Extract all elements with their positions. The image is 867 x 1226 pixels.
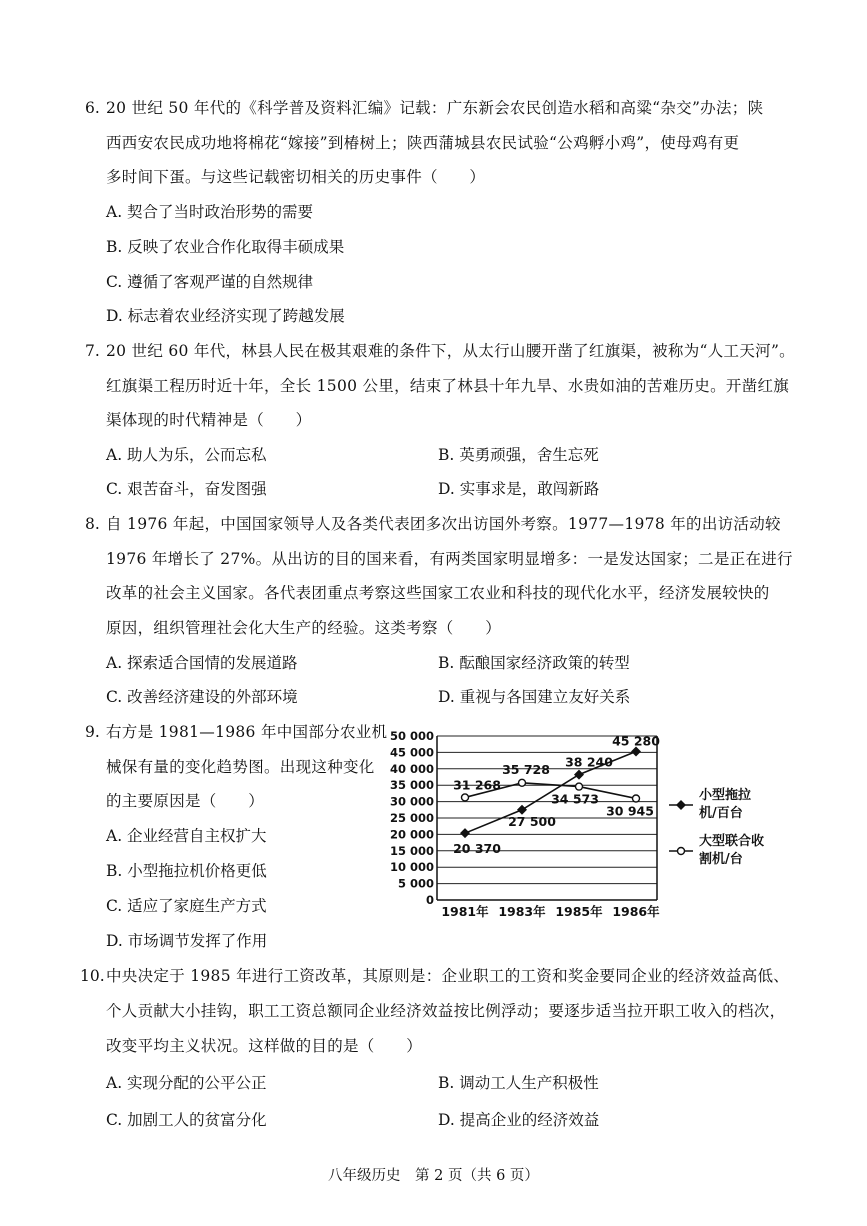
option-b[interactable]: B. 英勇顽强，舍生忘死 xyxy=(438,446,599,464)
y-tick-label: 0 xyxy=(425,893,434,907)
option-d[interactable]: D. 市场调节发挥了作用 xyxy=(106,932,268,950)
y-tick-label: 35 000 xyxy=(389,778,434,793)
option-a[interactable]: A. 助人为乐，公而忘私 xyxy=(106,446,267,464)
option-d[interactable]: D. 标志着农业经济实现了跨越发展 xyxy=(106,307,345,325)
question-number: 6. xyxy=(85,99,100,117)
y-tick-label: 20 000 xyxy=(389,827,434,842)
option-d[interactable]: D. 提高企业的经济效益 xyxy=(438,1111,600,1129)
question-stem-line: 改变平均主义状况。这样做的目的是（ ） xyxy=(106,1037,423,1055)
option-c[interactable]: C. 适应了家庭生产方式 xyxy=(106,897,267,915)
machinery-trend-chart xyxy=(385,726,785,922)
y-tick-label: 45 000 xyxy=(389,745,434,760)
x-tick-label: 1985年 xyxy=(555,904,603,919)
question-stem-line: 多时间下蛋。与这些记载密切相关的历史事件（ ） xyxy=(106,168,486,186)
question-stem-line: 械保有量的变化趋势图。出现这种变化 xyxy=(106,758,375,776)
legend-label: 机/百台 xyxy=(699,806,743,821)
question-number: 7. xyxy=(85,342,100,360)
data-label: 38 240 xyxy=(565,754,613,770)
data-label: 30 945 xyxy=(606,803,654,819)
data-label: 45 280 xyxy=(612,733,660,749)
legend-marker-circle xyxy=(678,848,685,855)
x-tick-label: 1983年 xyxy=(498,904,546,919)
question-stem-line: 20 世纪 50 年代的《科学普及资料汇编》记载：广东新会农民创造水稻和高粱“杂交”办法；陕 xyxy=(106,99,764,117)
x-tick-label: 1986年 xyxy=(612,904,660,919)
question-stem-line: 渠体现的时代精神是（ ） xyxy=(106,411,312,429)
question-stem-line: 中央决定于 1985 年进行工资改革，其原则是：企业职工的工资和奖金要同企业的经济效益高低、 xyxy=(106,967,790,985)
option-a[interactable]: A. 实现分配的公平公正 xyxy=(106,1074,267,1092)
y-tick-label: 25 000 xyxy=(389,811,434,825)
y-tick-label: 40 000 xyxy=(389,761,434,776)
y-tick-label: 30 000 xyxy=(389,794,434,809)
data-point-circle xyxy=(633,795,640,802)
question-stem-line: 改革的社会主义国家。各代表团重点考察这些国家工农业和科技的现代化水平，经济发展较快的 xyxy=(106,584,770,602)
data-label: 20 370 xyxy=(453,841,501,857)
legend-label: 小型拖拉 xyxy=(699,788,752,803)
y-tick-label: 15 000 xyxy=(389,843,434,858)
option-c[interactable]: C. 艰苦奋斗，奋发图强 xyxy=(106,480,267,498)
option-b[interactable]: B. 调动工人生产积极性 xyxy=(438,1074,599,1092)
legend-marker-diamond xyxy=(676,800,686,810)
data-point-diamond xyxy=(574,770,584,780)
question-stem-line: 原因，组织管理社会化大生产的经验。这类考察（ ） xyxy=(106,619,502,637)
y-tick-label: 10 000 xyxy=(389,860,434,875)
y-tick-label: 5 000 xyxy=(397,876,434,891)
question-stem-line: 20 世纪 60 年代，林县人民在极其艰难的条件下，从太行山腰开凿了红旗渠，被称为“人工天河”。 xyxy=(106,342,795,360)
question-number: 8. xyxy=(85,515,100,533)
y-tick-label: 50 000 xyxy=(389,729,434,743)
question-number: 10. xyxy=(80,967,105,985)
data-point-diamond xyxy=(460,828,470,838)
question-stem-line: 的主要原因是（ ） xyxy=(106,792,265,810)
data-label: 27 500 xyxy=(508,813,556,829)
data-label: 31 268 xyxy=(453,777,501,793)
option-a[interactable]: A. 企业经营自主权扩大 xyxy=(106,827,267,845)
option-c[interactable]: C. 改善经济建设的外部环境 xyxy=(106,688,298,706)
data-label: 34 573 xyxy=(551,791,599,807)
option-c[interactable]: C. 加剧工人的贫富分化 xyxy=(106,1111,267,1129)
question-stem-line: 1976 年增长了 27%。从出访的目的国来看，有两类国家明显增多：一是发达国家；二是正在进行 xyxy=(106,550,793,568)
question-stem-line: 个人贡献大小挂钩，职工工资总额同企业经济效益按比例浮动；要逐步适当拉开职工收入的档次， xyxy=(106,1002,786,1020)
option-c[interactable]: C. 遵循了客观严谨的自然规律 xyxy=(106,273,314,291)
option-b[interactable]: B. 反映了农业合作化取得丰硕成果 xyxy=(106,238,345,256)
data-point-circle xyxy=(519,779,526,786)
option-b[interactable]: B. 酝酿国家经济政策的转型 xyxy=(438,654,630,672)
option-b[interactable]: B. 小型拖拉机价格更低 xyxy=(106,862,267,880)
option-a[interactable]: A. 探索适合国情的发展道路 xyxy=(106,654,298,672)
question-stem-line: 自 1976 年起，中国国家领导人及各类代表团多次出访国外考察。1977—1978 年的出访活动较 xyxy=(106,515,781,533)
data-point-circle xyxy=(462,794,469,801)
option-d[interactable]: D. 实事求是，敢闯新路 xyxy=(438,480,600,498)
question-stem-line: 西西安农民成功地将棉花“嫁接”到椿树上；陕西蒲城县农民试验“公鸡孵小鸡”，使母鸡有更 xyxy=(106,134,740,152)
page-footer: 八年级历史 第 2 页（共 6 页） xyxy=(328,1168,539,1184)
question-number: 9. xyxy=(85,723,100,741)
legend-label: 大型联合收 xyxy=(699,834,765,849)
question-stem-line: 右方是 1981—1986 年中国部分农业机 xyxy=(106,723,388,741)
data-point-circle xyxy=(576,783,583,790)
data-label: 35 728 xyxy=(502,761,550,777)
x-tick-label: 1981年 xyxy=(441,904,489,919)
question-stem-line: 红旗渠工程历时近十年，全长 1500 公里，结束了林县十年九旱、水贵如油的苦难历史。开凿红旗 xyxy=(106,377,790,395)
legend-label: 割机/台 xyxy=(699,852,743,867)
option-a[interactable]: A. 契合了当时政治形势的需要 xyxy=(106,203,314,221)
option-d[interactable]: D. 重视与各国建立友好关系 xyxy=(438,688,631,706)
